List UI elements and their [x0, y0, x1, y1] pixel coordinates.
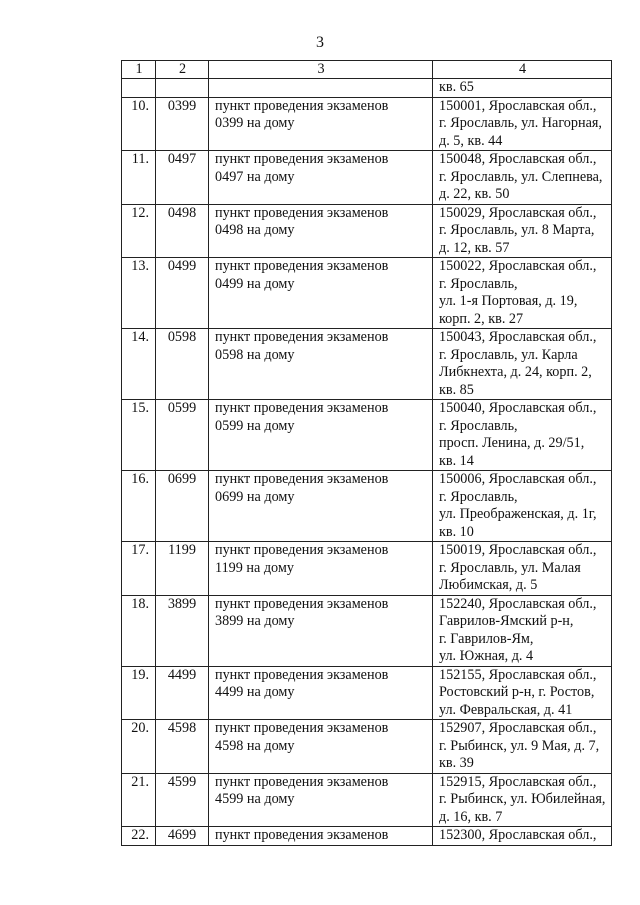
- row-number-cell: 15.: [122, 400, 156, 471]
- row-number-cell: 11.: [122, 151, 156, 205]
- row-code-cell: 0399: [156, 97, 209, 151]
- cont-name-cell: [209, 79, 433, 98]
- row-code-cell: 4598: [156, 720, 209, 774]
- row-number-cell: 21.: [122, 773, 156, 827]
- row-name-cell: пункт проведения экзаменов 0498 на дому: [209, 204, 433, 258]
- row-code-cell: 4699: [156, 827, 209, 846]
- table-row: [122, 827, 612, 846]
- table-row: [122, 151, 612, 205]
- row-number-cell: 17.: [122, 542, 156, 596]
- row-code-cell: 4599: [156, 773, 209, 827]
- row-name-cell: пункт проведения экзаменов 4499 на дому: [209, 666, 433, 720]
- row-name-cell: пункт проведения экзаменов 0599 на дому: [209, 400, 433, 471]
- row-code-cell: 1199: [156, 542, 209, 596]
- row-code-cell: 0598: [156, 329, 209, 400]
- row-address-cell: 152300, Ярославская обл.,: [433, 827, 612, 846]
- table-row: [122, 471, 612, 542]
- row-name-cell: пункт проведения экзаменов 0699 на дому: [209, 471, 433, 542]
- row-code-cell: 0499: [156, 258, 209, 329]
- row-name-cell: пункт проведения экзаменов 3899 на дому: [209, 595, 433, 666]
- continuation-row: [122, 79, 612, 98]
- row-address-cell: 152155, Ярославская обл., Ростовский р-н, г. Ростов, ул. Февральская, д. 41: [433, 666, 612, 720]
- row-number-cell: 12.: [122, 204, 156, 258]
- row-code-cell: 0699: [156, 471, 209, 542]
- table-row: [122, 666, 612, 720]
- row-name-cell: пункт проведения экзаменов 0598 на дому: [209, 329, 433, 400]
- row-address-cell: 150048, Ярославская обл., г. Ярославль, ул. Слепнева, д. 22, кв. 50: [433, 151, 612, 205]
- cont-code-cell: [156, 79, 209, 98]
- table-row: [122, 720, 612, 774]
- row-address-cell: 150001, Ярославская обл., г. Ярославль, ул. Нагорная, д. 5, кв. 44: [433, 97, 612, 151]
- cont-num-cell: [122, 79, 156, 98]
- row-number-cell: 10.: [122, 97, 156, 151]
- header-row: [122, 61, 612, 79]
- row-code-cell: 4499: [156, 666, 209, 720]
- table-row: [122, 542, 612, 596]
- row-number-cell: 18.: [122, 595, 156, 666]
- row-code-cell: 0497: [156, 151, 209, 205]
- row-code-cell: 3899: [156, 595, 209, 666]
- row-name-cell: пункт проведения экзаменов 0499 на дому: [209, 258, 433, 329]
- row-number-cell: 13.: [122, 258, 156, 329]
- row-address-cell: 152907, Ярославская обл., г. Рыбинск, ул. 9 Мая, д. 7, кв. 39: [433, 720, 612, 774]
- table-row: [122, 329, 612, 400]
- row-code-cell: 0599: [156, 400, 209, 471]
- row-number-cell: 20.: [122, 720, 156, 774]
- row-name-cell: пункт проведения экзаменов 0399 на дому: [209, 97, 433, 151]
- row-name-cell: пункт проведения экзаменов 0497 на дому: [209, 151, 433, 205]
- row-address-cell: 150043, Ярославская обл., г. Ярославль, ул. Карла Либкнехта, д. 24, корп. 2, кв. 85: [433, 329, 612, 400]
- row-address-cell: 150006, Ярославская обл., г. Ярославль, ул. Преображенская, д. 1г, кв. 10: [433, 471, 612, 542]
- row-address-cell: 150022, Ярославская обл., г. Ярославль, ул. 1-я Портовая, д. 19, корп. 2, кв. 27: [433, 258, 612, 329]
- table-row: [122, 204, 612, 258]
- row-address-cell: 152240, Ярославская обл., Гаврилов-Ямский р-н, г. Гаврилов-Ям, ул. Южная, д. 4: [433, 595, 612, 666]
- row-address-cell: 150029, Ярославская обл., г. Ярославль, ул. 8 Марта, д. 12, кв. 57: [433, 204, 612, 258]
- table-row: [122, 258, 612, 329]
- table-row: [122, 595, 612, 666]
- row-number-cell: 16.: [122, 471, 156, 542]
- row-number-cell: 14.: [122, 329, 156, 400]
- header-col-1: 1: [122, 61, 156, 79]
- row-number-cell: 22.: [122, 827, 156, 846]
- row-code-cell: 0498: [156, 204, 209, 258]
- header-col-3: 3: [209, 61, 433, 79]
- row-name-cell: пункт проведения экзаменов: [209, 827, 433, 846]
- row-name-cell: пункт проведения экзаменов 4598 на дому: [209, 720, 433, 774]
- exam-points-table: [121, 60, 612, 846]
- page-number: 3: [316, 34, 324, 51]
- row-name-cell: пункт проведения экзаменов 1199 на дому: [209, 542, 433, 596]
- table-row: [122, 400, 612, 471]
- header-col-4: 4: [433, 61, 612, 79]
- cont-address-cell: кв. 65: [433, 79, 612, 98]
- row-name-cell: пункт проведения экзаменов 4599 на дому: [209, 773, 433, 827]
- row-address-cell: 152915, Ярославская обл., г. Рыбинск, ул. Юбилейная, д. 16, кв. 7: [433, 773, 612, 827]
- row-number-cell: 19.: [122, 666, 156, 720]
- table-row: [122, 97, 612, 151]
- row-address-cell: 150019, Ярославская обл., г. Ярославль, ул. Малая Любимская, д. 5: [433, 542, 612, 596]
- header-col-2: 2: [156, 61, 209, 79]
- row-address-cell: 150040, Ярославская обл., г. Ярославль, просп. Ленина, д. 29/51, кв. 14: [433, 400, 612, 471]
- table-row: [122, 773, 612, 827]
